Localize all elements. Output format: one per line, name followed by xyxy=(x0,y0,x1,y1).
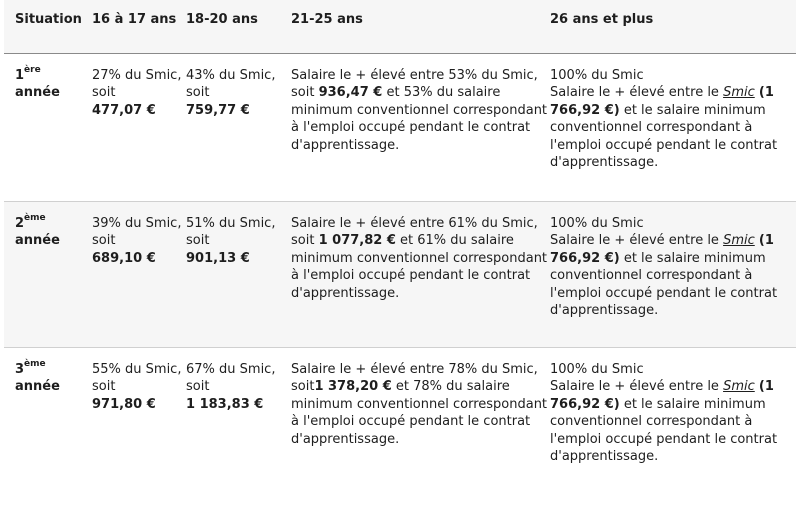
smic-link[interactable]: Smic xyxy=(723,379,755,394)
text-part: et 61% du salaire minimum conventionnel correspondant à l'emploi occupé pendant le contrat d'apprentissage. xyxy=(291,233,548,301)
amount: 936,47 € xyxy=(318,85,383,100)
text-part: et le salaire minimum conventionnel correspondant à l'emploi occupé pendant le contrat d'apprentissage. xyxy=(550,396,778,464)
text-part: et 78% du salaire minimum conventionnel correspondant à l'emploi occupé pendant le contrat d'apprentissage. xyxy=(291,379,548,447)
year-label xyxy=(15,215,92,233)
amount: (1 766,92 €) xyxy=(550,379,774,412)
amount: 759,77 € xyxy=(186,102,250,118)
year-ordinal: ère xyxy=(24,65,41,76)
percent-text: 51% du Smic, soit xyxy=(186,215,276,248)
table-body xyxy=(4,53,796,494)
percent-text: 43% du Smic, soit xyxy=(186,67,276,100)
cell-18-20 xyxy=(186,201,291,347)
smic-link[interactable]: Smic xyxy=(723,85,755,100)
header-age-21-25: 21-25 ans xyxy=(291,0,550,53)
line-100-percent: 100% du Smic xyxy=(550,361,644,377)
header-row xyxy=(4,0,796,53)
smic-link[interactable]: Smic xyxy=(723,233,755,248)
year-label xyxy=(15,361,92,379)
year-word: année xyxy=(15,85,60,100)
cell-16-17 xyxy=(92,53,186,201)
percent-text: 67% du Smic, soit xyxy=(186,361,276,394)
text-part: Salaire le + élevé entre le xyxy=(550,379,724,394)
cell-18-20 xyxy=(186,53,291,201)
year-number: 1 xyxy=(15,67,25,83)
year-word: année xyxy=(15,379,60,394)
apprentice-salary-table xyxy=(4,0,796,494)
cell-16-17 xyxy=(92,201,186,347)
amount: 1 077,82 € xyxy=(318,233,396,248)
amount: 1 183,83 € xyxy=(186,396,264,412)
cell-26-plus xyxy=(550,347,796,494)
year-word: année xyxy=(15,233,60,248)
year-number: 3 xyxy=(15,361,25,377)
cell-21-25 xyxy=(291,347,550,494)
cell-26-plus xyxy=(550,201,796,347)
table-row xyxy=(4,347,796,494)
percent-text: 39% du Smic, soit xyxy=(92,215,182,248)
amount: 971,80 € xyxy=(92,396,156,412)
text-part: Salaire le + élevé entre le xyxy=(550,85,724,100)
cell-21-25 xyxy=(291,53,550,201)
percent-text: 55% du Smic, soit xyxy=(92,361,182,394)
header-age-26-plus: 26 ans et plus xyxy=(550,0,796,53)
header-situation: Situation xyxy=(4,0,92,53)
line-100-percent: 100% du Smic xyxy=(550,67,644,83)
table-row xyxy=(4,53,796,201)
percent-text: 27% du Smic, soit xyxy=(92,67,182,100)
cell-21-25 xyxy=(291,201,550,347)
header-age-18-20: 18-20 ans xyxy=(186,0,291,53)
year-ordinal: ème xyxy=(24,359,46,370)
amount: (1 766,92 €) xyxy=(550,85,774,118)
cell-26-plus xyxy=(550,53,796,201)
text-part: Salaire le + élevé entre 61% du Smic, soit xyxy=(291,215,538,248)
table-row xyxy=(4,201,796,347)
text-part: Salaire le + élevé entre le xyxy=(550,233,724,248)
amount: 689,10 € xyxy=(92,250,156,266)
table-header xyxy=(4,0,796,53)
cell-18-20 xyxy=(186,347,291,494)
amount: 901,13 € xyxy=(186,250,250,266)
year-ordinal: ème xyxy=(24,213,46,224)
amount: 477,07 € xyxy=(92,102,156,118)
year-number: 2 xyxy=(15,215,25,231)
amount: 1 378,20 € xyxy=(314,379,392,394)
amount: (1 766,92 €) xyxy=(550,233,774,266)
line-100-percent: 100% du Smic xyxy=(550,215,644,231)
text-part: Salaire le + élevé entre 78% du Smic, soit xyxy=(291,361,538,394)
year-label xyxy=(15,67,92,85)
text-part: et 53% du salaire minimum conventionnel correspondant à l'emploi occupé pendant le contrat d'apprentissage. xyxy=(291,85,548,153)
header-age-16-17: 16 à 17 ans xyxy=(92,0,186,53)
cell-16-17 xyxy=(92,347,186,494)
text-part: et le salaire minimum conventionnel correspondant à l'emploi occupé pendant le contrat d'apprentissage. xyxy=(550,102,778,170)
situation-cell xyxy=(4,201,92,347)
text-part: et le salaire minimum conventionnel correspondant à l'emploi occupé pendant le contrat d'apprentissage. xyxy=(550,250,778,318)
situation-cell xyxy=(4,53,92,201)
text-part: Salaire le + élevé entre 53% du Smic, soit xyxy=(291,67,538,100)
situation-cell xyxy=(4,347,92,494)
